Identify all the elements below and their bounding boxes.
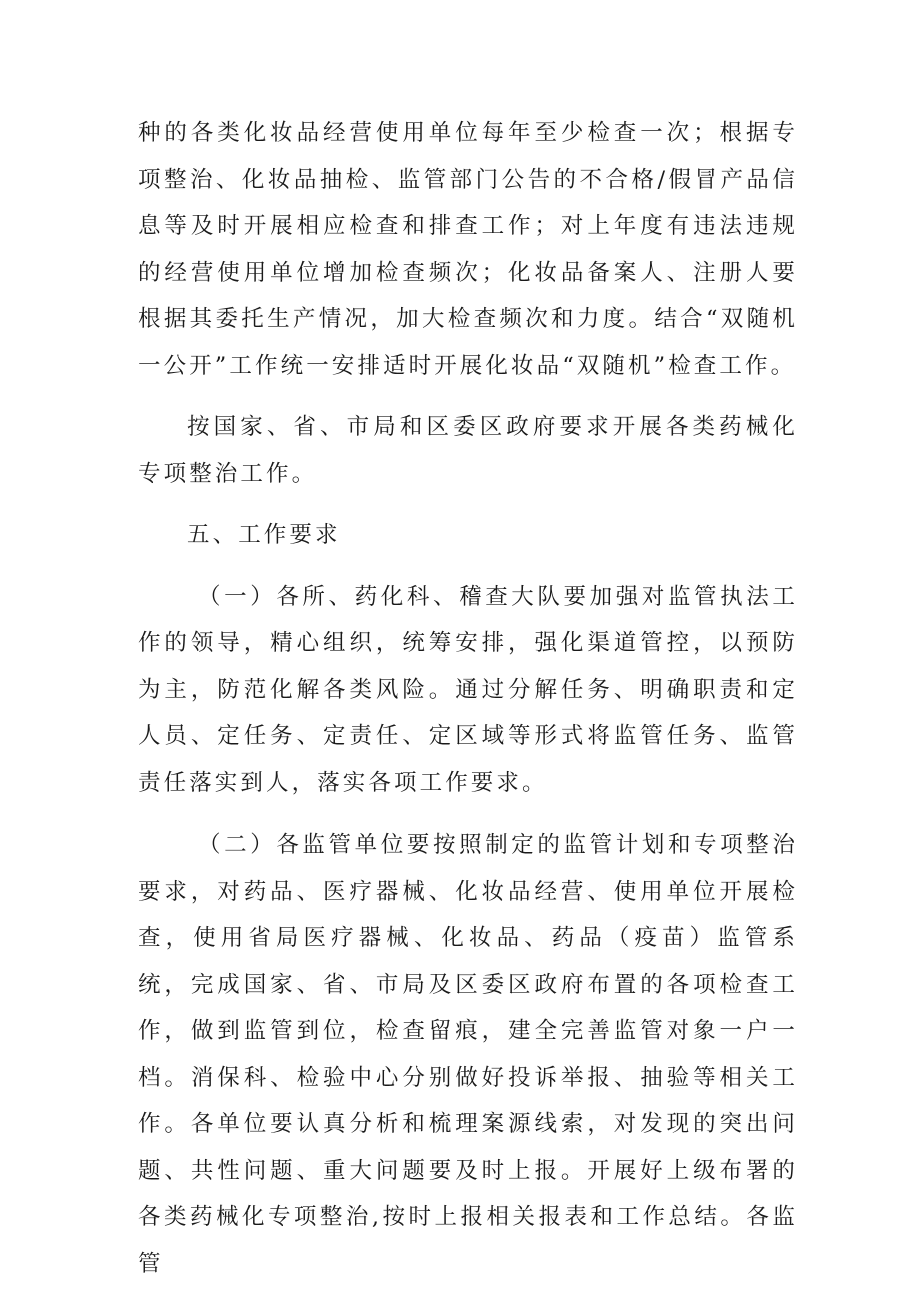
document-page — [138, 110, 798, 1287]
paragraph-special-rectification: 按国家、省、市局和区委区政府要求开展各类药械化专项整治工作。 — [138, 414, 798, 487]
section-heading-work-requirements: 五、工作要求 — [187, 522, 341, 548]
paragraph-item-one: （一）各所、药化科、稽查大队要加强对监管执法工作的领导，精心组织，统筹安排，强化渠道管控，以预防为主，防范化解各类风险。通过分解任务、明确职责和定人员、定任务、定责任、定区域等形式将监管任务、监管责任落实到人，落实各项工作要求。 — [138, 583, 798, 796]
paragraph-continuation: 种的各类化妆品经营使用单位每年至少检查一次；根据专项整治、化妆品抽检、监管部门公告的不合格/假冒产品信息等及时开展相应检查和排查工作；对上年度有违法违规的经营使用单位增加检查频次；化妆品备案人、注册人要根据其委托生产情况，加大检查频次和力度。结合“双随机一公开”工作统一安排适时开展化妆品“双随机”检查工作。 — [138, 120, 798, 379]
paragraph-item-two: （二）各监管单位要按照制定的监管计划和专项整治要求，对药品、医疗器械、化妆品经营、使用单位开展检查，使用省局医疗器械、化妆品、药品（疫苗）监管系统，完成国家、省、市局及区委区政府布置的各项检查工作，做到监管到位，检查留痕，建全完善监管对象一户一档。消保科、检验中心分别做好投诉举报、抽验等相关工作。各单位要认真分析和梳理案源线索，对发现的突出问题、共性问题、重大问题要及时上报。开展好上级布署的各类药械化专项整治,按时上报相关报表和工作总结。各监管 — [138, 832, 798, 1277]
